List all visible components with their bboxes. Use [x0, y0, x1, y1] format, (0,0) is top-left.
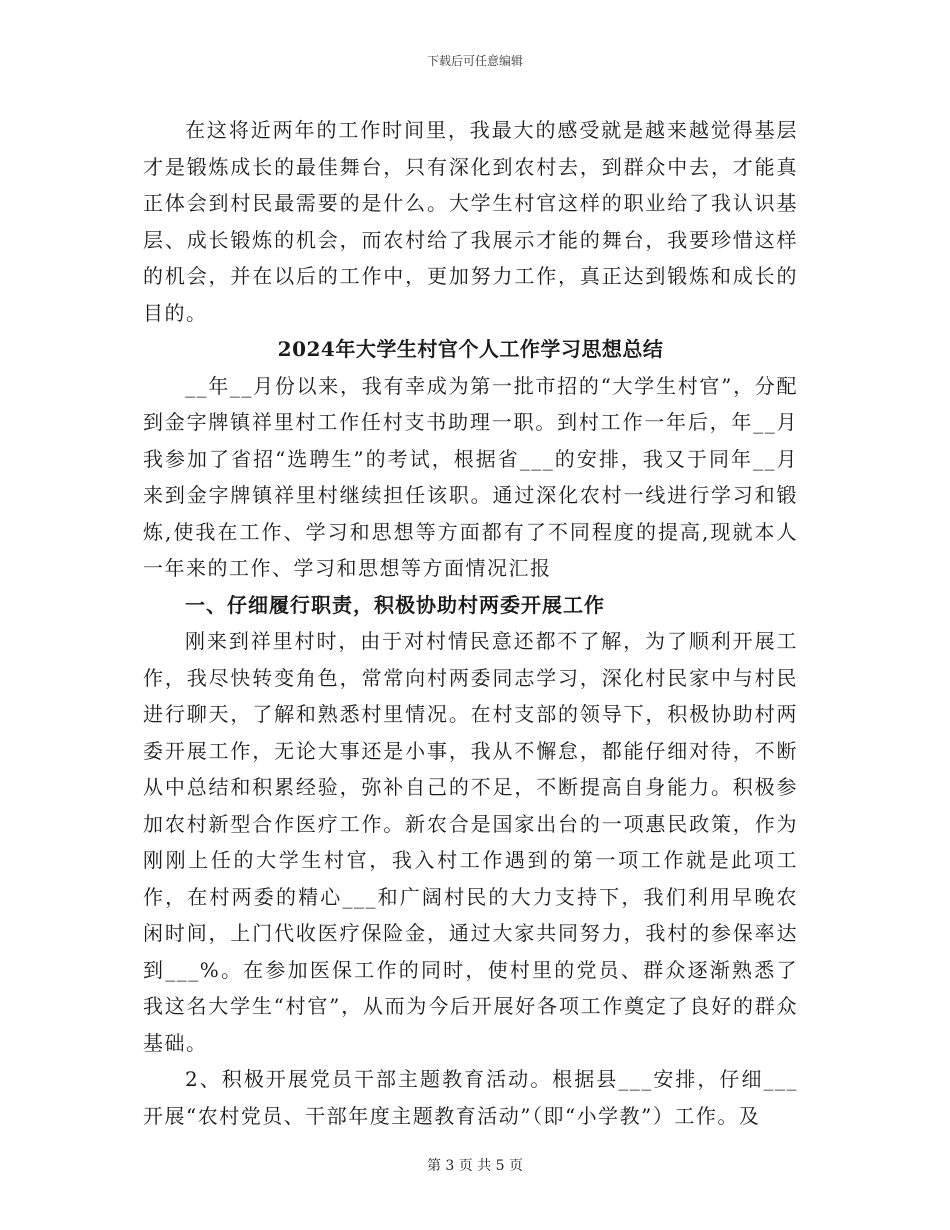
document-body: [143, 112, 798, 1134]
page-footer: 第 3 页 共 5 页: [426, 1158, 524, 1174]
intro-paragraph: 在这将近两年的工作时间里，我最大的感受就是越来越觉得基层才是锻炼成长的最佳舞台，只有深化到农村去，到群众中去，才能真正体会到村民最需要的是什么。大学生村官这样的职业给了我认识基层、成长锻炼的机会，而农村给了我展示才能的舞台，我要珍惜这样的机会，并在以后的工作中，更加努力工作，真正达到锻炼和成长的目的。: [143, 118, 798, 325]
paragraph-1: __年__月份以来，我有幸成为第一批市招的“大学生村官”，分配到金字牌镇祥里村工作任村支书助理一职。到村工作一年后，年__月我参加了省招“选聘生”的考试，根据省___的安排，我又于同年__月来到金字牌镇祥里村继续担任该职。通过深化农村一线进行学习和锻炼,使我在工作、学习和思想等方面都有了不同程度的提高,现就本人一年来的工作、学习和思想等方面情况汇报: [143, 373, 798, 580]
paragraph-3: 2、积极开展党员干部主题教育活动。根据县___安排，仔细___开展“农村党员、干部年度主题教育活动”（即“小学教”）工作。及: [143, 1067, 798, 1128]
page-header: 下载后可任意编辑: [426, 54, 523, 68]
paragraph-2: 刚来到祥里村时，由于对村情民意还都不了解，为了顺利开展工作，我尽快转变角色，常常向村两委同志学习，深化村民家中与村民进行聊天，了解和熟悉村里情况。在村支部的领导下，积极协助村两委开展工作，无论大事还是小事，我从不懈怠，都能仔细对待，不断从中总结和积累经验，弥补自己的不足，不断提高自身能力。积极参加农村新型合作医疗工作。新农合是国家出台的一项惠民政策，作为刚刚上任的大学生村官，我入村工作遇到的第一项工作就是此项工作，在村两委的精心___和广阔村民的大力支持下，我们利用早晚农闲时间，上门代收医疗保险金，通过大家共同努力，我村的参保率达到___%。在参加医保工作的同时，使村里的党员、群众逐渐熟悉了我这名大学生“村官”，从而为今后开展好各项工作奠定了良好的群众基础。: [143, 629, 798, 1055]
document-title: 2024年大学生村官个人工作学习思想总结: [277, 337, 664, 361]
section-heading-1: 一、仔细履行职责，积极协助村两委开展工作: [185, 592, 605, 617]
